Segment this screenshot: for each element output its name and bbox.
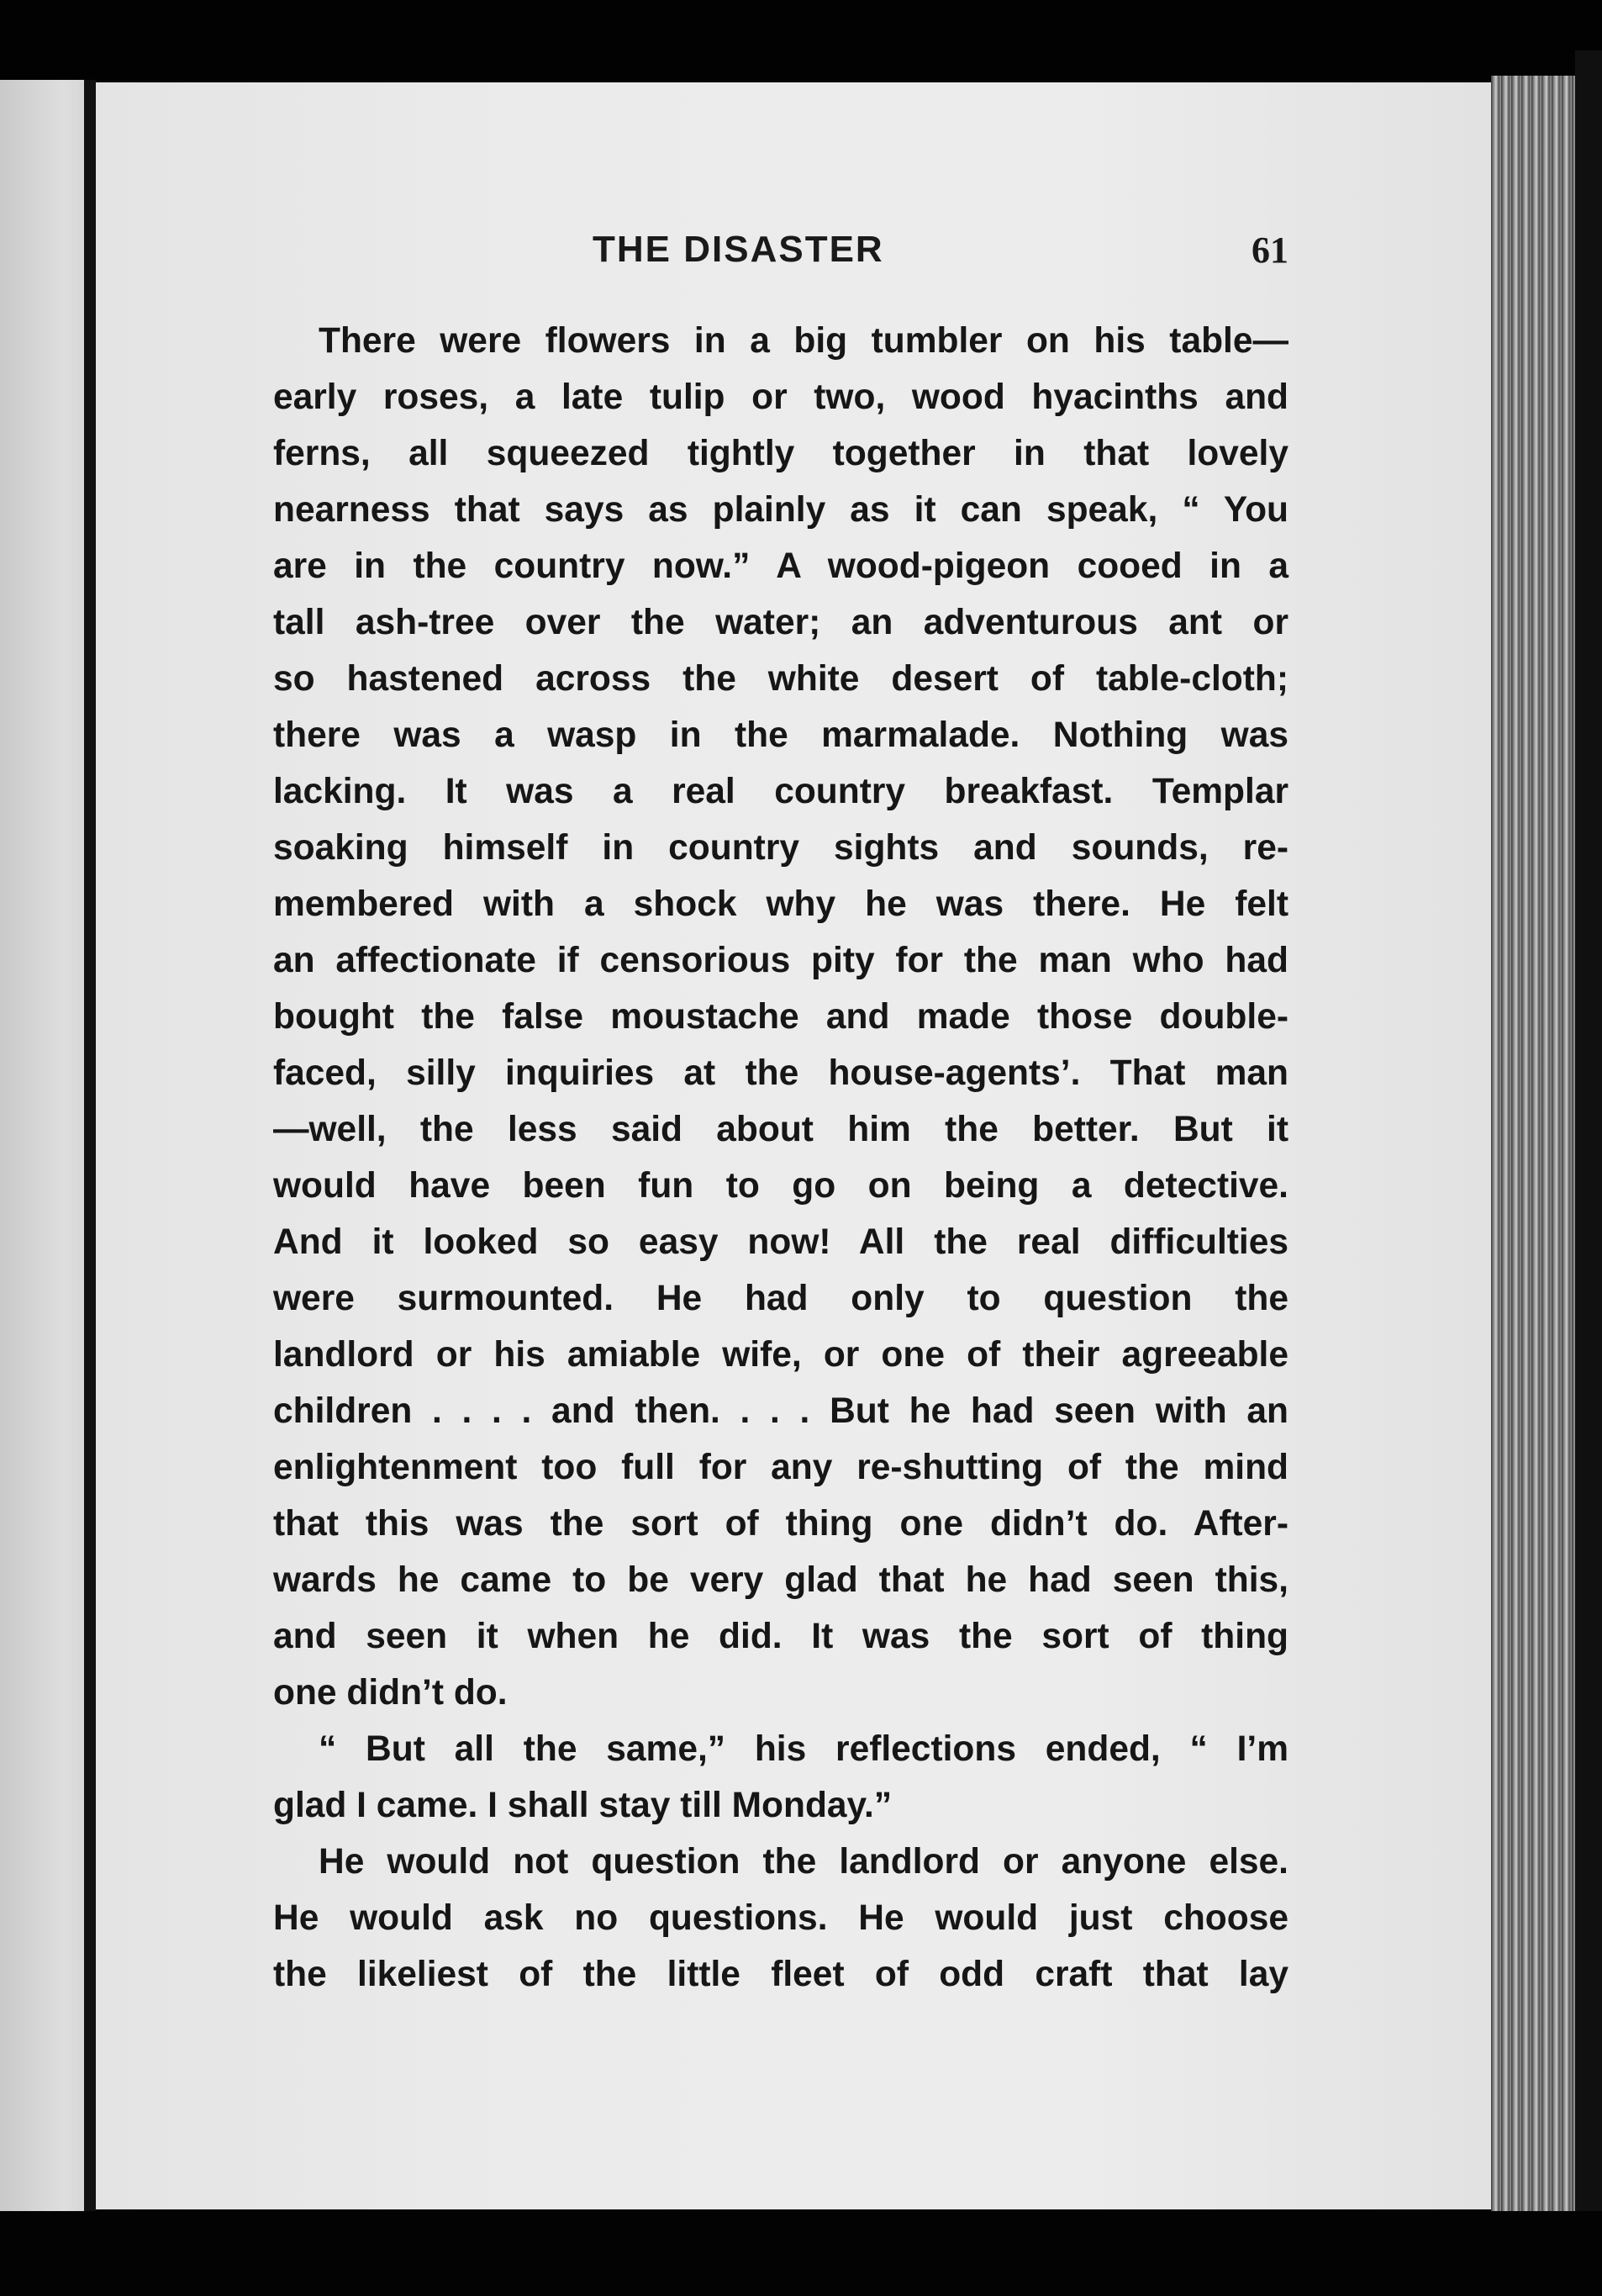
book-cover-edge — [1575, 50, 1602, 2245]
text-line: so hastened across the white desert of table-cloth; — [273, 659, 1288, 699]
scan-bottom-border — [0, 2211, 1602, 2296]
page-header — [273, 229, 1288, 288]
text-line: wards he came to be very glad that he had seen this, — [273, 1560, 1288, 1600]
text-line: He would ask no questions. He would just choose — [273, 1898, 1288, 1938]
text-line: that this was the sort of thing one didn’t do. After- — [273, 1504, 1288, 1544]
text-line: were surmounted. He had only to question the — [273, 1279, 1288, 1318]
text-line: There were flowers in a big tumbler on his table— — [319, 321, 1288, 361]
paragraph-1 — [273, 313, 1288, 1721]
facing-page-edge — [0, 80, 91, 2211]
text-line: membered with a shock why he was there. He felt — [273, 884, 1288, 924]
page-stack-edge — [1491, 76, 1575, 2215]
text-line: one didn’t do. — [273, 1673, 508, 1713]
text-line: and seen it when he did. It was the sort of thing — [273, 1617, 1288, 1656]
text-line: an affectionate if censorious pity for the man who had — [273, 941, 1288, 980]
text-line: faced, silly inquiries at the house-agents’. That man — [273, 1053, 1288, 1093]
running-head: THE DISASTER — [593, 229, 884, 270]
text-line: the likeliest of the little fleet of odd craft that lay — [273, 1955, 1288, 1994]
text-line: nearness that says as plainly as it can speak, “ You — [273, 490, 1288, 530]
body-text — [273, 313, 1288, 2003]
text-line: tall ash-tree over the water; an adventurous ant or — [273, 603, 1288, 642]
paragraph-2 — [273, 1721, 1288, 1834]
text-line: He would not question the landlord or anyone else. — [319, 1842, 1288, 1882]
book-gutter — [84, 80, 96, 2211]
text-line: glad I came. I shall stay till Monday.” — [273, 1786, 893, 1825]
text-line: lacking. It was a real country breakfast. Templar — [273, 772, 1288, 811]
text-line: “ But all the same,” his reflections ended, “ I’m — [319, 1729, 1288, 1769]
text-line: children . . . . and then. . . . But he had seen with an — [273, 1391, 1288, 1431]
paragraph-3 — [273, 1834, 1288, 2003]
text-line: ferns, all squeezed tightly together in that lovely — [273, 434, 1288, 473]
text-line: soaking himself in country sights and sounds, re- — [273, 828, 1288, 868]
text-line: landlord or his amiable wife, or one of their agreeable — [273, 1335, 1288, 1375]
text-line: —well, the less said about him the better. But it — [273, 1110, 1288, 1149]
scan-top-border — [0, 0, 1602, 80]
page-number: 61 — [1252, 230, 1288, 271]
text-line: And it looked so easy now! All the real difficulties — [273, 1222, 1288, 1262]
text-line: there was a wasp in the marmalade. Nothing was — [273, 715, 1288, 755]
text-line: early roses, a late tulip or two, wood hyacinths and — [273, 377, 1288, 417]
text-line: are in the country now.” A wood-pigeon cooed in a — [273, 546, 1288, 586]
text-line: enlightenment too full for any re-shutting of the mind — [273, 1448, 1288, 1487]
text-line: bought the false moustache and made those double- — [273, 997, 1288, 1037]
text-line: would have been fun to go on being a detective. — [273, 1166, 1288, 1206]
